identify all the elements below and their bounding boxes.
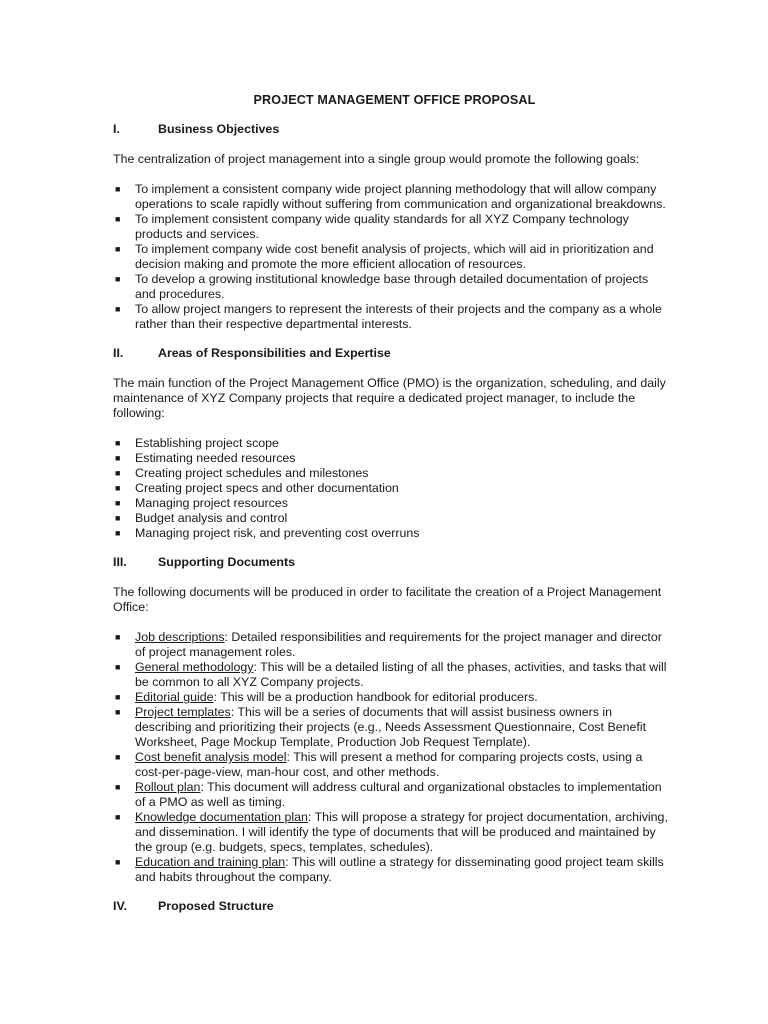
section-number: II. xyxy=(113,346,124,360)
list-item: ■ Education and training plan: This will outline a strategy for disseminating good project team skills and habits throughout the company. xyxy=(115,855,664,884)
document-term: Cost benefit analysis model xyxy=(135,750,287,764)
list-item: ■ Budget analysis and control xyxy=(115,511,288,525)
bullet-icon: ■ xyxy=(115,184,121,194)
list-item: ■ To implement a consistent company wide project planning methodology that will allow company operations to scale rapidly without suffering from communication and organizational breakdowns. xyxy=(115,182,666,211)
bullet-icon: ■ xyxy=(115,438,121,448)
document-term: Editorial guide xyxy=(135,690,214,704)
list-item: ■ Estimating needed resources xyxy=(115,451,296,465)
list-item: ■ Editorial guide: This will be a production handbook for editorial producers. xyxy=(115,690,538,704)
section-title: Proposed Structure xyxy=(158,899,274,913)
list-item: ■ Creating project specs and other documentation xyxy=(115,481,399,495)
section-title: Business Objectives xyxy=(158,122,280,136)
section-intro: The centralization of project management into a single group would promote the following goals: xyxy=(113,152,640,166)
document-list xyxy=(113,630,668,885)
list-item: ■ To implement consistent company wide quality standards for all XYZ Company technology products and services. xyxy=(115,212,629,241)
bullet-icon: ■ xyxy=(115,214,121,224)
section-number: I. xyxy=(113,122,120,136)
list-item: ■ Managing project risk, and preventing cost overruns xyxy=(115,526,420,540)
bullet-icon: ■ xyxy=(115,782,121,792)
list-item: ■ Rollout plan: This document will address cultural and organizational obstacles to implementation of a PMO as well as timing. xyxy=(115,780,662,809)
list-item: ■ To develop a growing institutional knowledge base through detailed documentation of projects and procedures. xyxy=(115,272,649,301)
bullet-icon: ■ xyxy=(115,483,121,493)
bullet-icon: ■ xyxy=(115,274,121,284)
bullet-icon: ■ xyxy=(115,528,121,538)
bullet-icon: ■ xyxy=(115,857,121,867)
section-heading-supporting-documents xyxy=(113,555,668,570)
bullet-icon: ■ xyxy=(115,632,121,642)
list-item: ■ To allow project mangers to represent the interests of their projects and the company as a whole rather than their respective departmental interests. xyxy=(115,302,662,331)
list-item: ■ Knowledge documentation plan: This will propose a strategy for project documentation, archiving, and dissemination. I will identify the type of documents that will be produced and maintained by the group (e.g. budgets, specs, templates, schedules). xyxy=(115,810,668,854)
section-heading-areas-of-responsibilities xyxy=(113,346,668,361)
document-term: Project templates xyxy=(135,705,231,719)
section-intro: The following documents will be produced in order to facilitate the creation of a Project Management Office: xyxy=(113,585,662,614)
bullet-icon: ■ xyxy=(115,513,121,523)
list-item: ■ Job descriptions: Detailed responsibilities and requirements for the project manager and director of project management roles. xyxy=(115,630,662,659)
bullet-list xyxy=(113,436,668,541)
document-term: Knowledge documentation plan xyxy=(135,810,308,824)
list-item: ■ Managing project resources xyxy=(115,496,288,510)
bullet-icon: ■ xyxy=(115,707,121,717)
list-item: ■ Creating project schedules and milestones xyxy=(115,466,369,480)
section-heading-proposed-structure xyxy=(113,899,668,914)
bullet-icon: ■ xyxy=(115,752,121,762)
bullet-icon: ■ xyxy=(115,453,121,463)
list-item: ■ Establishing project scope xyxy=(115,436,279,450)
bullet-icon: ■ xyxy=(115,662,121,672)
document-term: Rollout plan xyxy=(135,780,201,794)
section-heading-business-objectives xyxy=(113,122,668,137)
section-number: IV. xyxy=(113,899,128,913)
list-item: ■ To implement company wide cost benefit analysis of projects, which will aid in prioritization and decision making and promote the more efficient allocation of resources. xyxy=(115,242,654,271)
list-item: ■ General methodology: This will be a detailed listing of all the phases, activities, and tasks that will be common to all XYZ Company projects. xyxy=(115,660,667,689)
bullet-icon: ■ xyxy=(115,468,121,478)
document-title: PROJECT MANAGEMENT OFFICE PROPOSAL xyxy=(253,93,536,107)
section-title: Supporting Documents xyxy=(158,555,295,569)
section-title: Areas of Responsibilities and Expertise xyxy=(158,346,391,360)
section-intro: The main function of the Project Management Office (PMO) is the organization, scheduling, and daily maintenance of XYZ Company projects that require a dedicated project manager, to include the following: xyxy=(113,376,666,420)
document-term: Job descriptions xyxy=(135,630,225,644)
bullet-icon: ■ xyxy=(115,498,121,508)
document-term: Education and training plan xyxy=(135,855,286,869)
document-term: General methodology xyxy=(135,660,254,674)
bullet-icon: ■ xyxy=(115,244,121,254)
bullet-icon: ■ xyxy=(115,304,121,314)
list-item: ■ Cost benefit analysis model: This will present a method for comparing projects costs, using a cost-per-page-view, man-hour cost, and other methods. xyxy=(115,750,643,779)
section-number: III. xyxy=(113,555,127,569)
bullet-icon: ■ xyxy=(115,812,121,822)
list-item: ■ Project templates: This will be a series of documents that will assist business owners in describing and prioritizing their projects (e.g., Needs Assessment Questionnaire, Cost Benefit Worksheet, Page Mockup Template, Production Job Request Template). xyxy=(115,705,647,749)
bullet-list xyxy=(113,182,668,332)
bullet-icon: ■ xyxy=(115,692,121,702)
